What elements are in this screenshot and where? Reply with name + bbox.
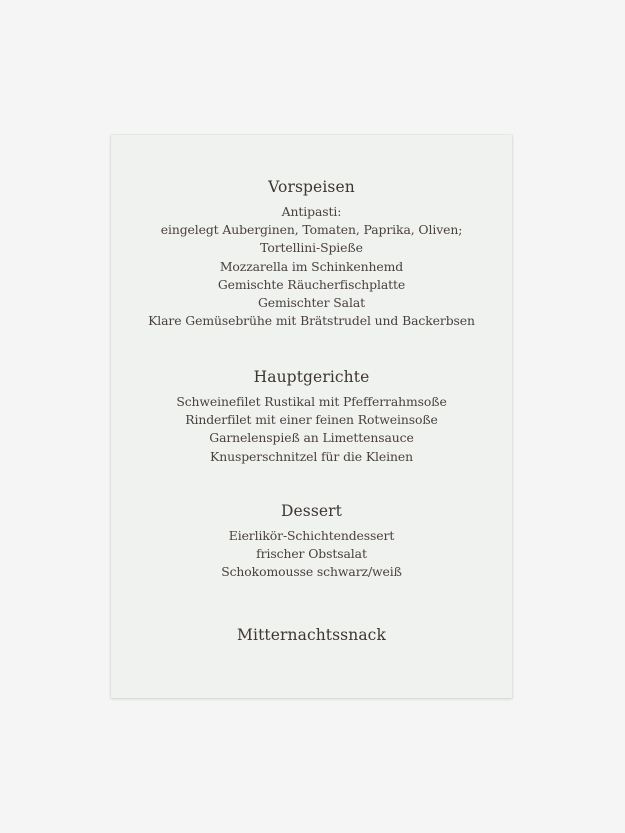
menu-item-list: [111, 393, 512, 466]
menu-item: Tortellini-Spieße: [260, 240, 363, 256]
menu-section-hauptgerichte: [111, 367, 512, 466]
section-heading: Vorspeisen: [268, 178, 355, 196]
menu-item: eingelegt Auberginen, Tomaten, Paprika, Oliven;: [160, 222, 463, 238]
menu-item: Mozzarella im Schinkenhemd: [219, 258, 404, 274]
menu-item: Antipasti:: [281, 204, 342, 219]
section-heading: Dessert: [280, 502, 343, 520]
menu-item: Gemischter Salat: [258, 295, 365, 311]
menu-section-mitternachtssnack: [111, 625, 512, 645]
menu-section-vorspeisen: [111, 177, 512, 330]
menu-item: Rinderfilet mit einer feinen Rotweinsoße: [185, 412, 438, 428]
menu-item: Eierlikör-Schichtendessert: [228, 528, 395, 543]
menu-item: Garnelenspieß an Limettensauce: [209, 430, 414, 446]
menu-item: Schokomousse schwarz/weiß: [221, 564, 402, 580]
menu-section-dessert: [111, 501, 512, 582]
menu-item-list: [111, 203, 512, 330]
menu-item: Schweinefilet Rustikal mit Pfefferrahmsoße: [176, 394, 447, 409]
menu-card: [111, 135, 512, 698]
menu-item: Klare Gemüsebrühe mit Brätstrudel und Backerbsen: [148, 313, 475, 329]
menu-item: frischer Obstsalat: [256, 546, 367, 562]
section-heading: Mitternachtssnack: [237, 626, 386, 644]
menu-item: Knusperschnitzel für die Kleinen: [210, 448, 413, 464]
section-heading: Hauptgerichte: [253, 368, 370, 386]
menu-item: Gemischte Räucherfischplatte: [217, 276, 406, 292]
menu-item-list: [111, 527, 512, 582]
